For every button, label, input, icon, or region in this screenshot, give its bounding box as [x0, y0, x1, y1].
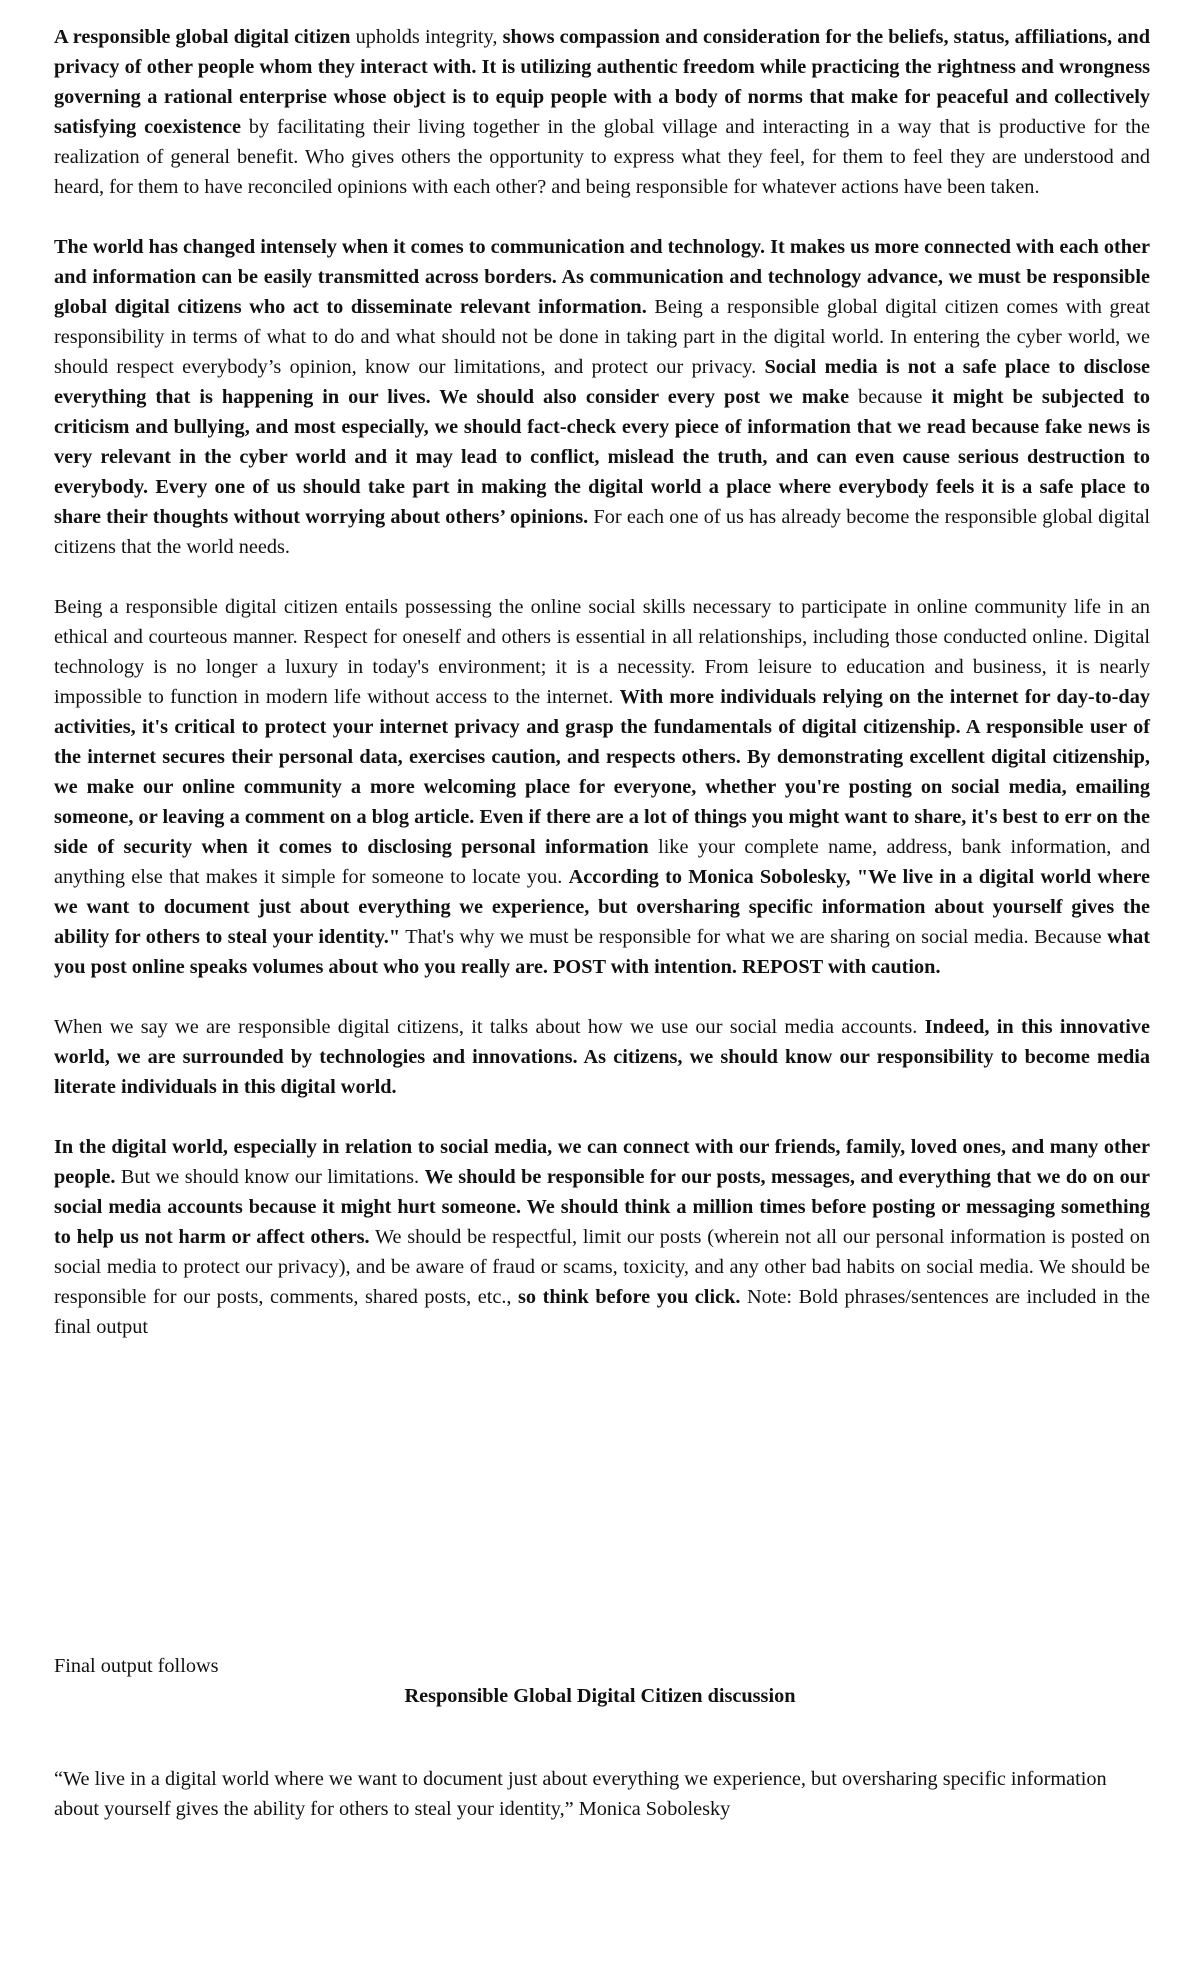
paragraph-3-segment-1: Being a responsible digital citizen entails possessing the online social skills necessary to participate in online community life in an ethical and courteous manner. Respect for oneself and others is essential in all relationships, including those conducted online. Digital technology is no longer a luxury in today's environment; it is a necessity. From leisure to education and business, it is nearly impossible to function in modern life without access to the internet. — [54, 596, 1150, 708]
paragraph-1-segment-4: by facilitating their living together in the global village and interacting in a way that is productive for the realization of general benefit. Who gives others the opportunity to express what they feel, for them to feel they are understood and heard, for them to have reconciled opinions with each other? and being responsible for whatever actions have been taken. — [54, 116, 1150, 198]
paragraph-2-segment-5: it might be subjected to criticism and bullying, and most especially, we should fact-check every piece of information that we read because fake news is very relevant in the cyber world and it may lead to conflict, mislead the truth, and can even cause serious destruction to everybody. Every one of us should take part in making the digital world a place where everybody feels it is a safe place to share their thoughts without worrying about others’ opinions. — [54, 386, 1150, 528]
final-quote: “We live in a digital world where we want to document just about everything we experience, but oversharing specific information about yourself gives the ability for others to steal your identity,” Monica Sobolesky — [54, 1768, 1107, 1820]
paragraph-2-segment-3: Social media is not a safe place to disclose everything that is happening in our lives. We should also consider every post we make — [54, 356, 1150, 408]
paragraph-5 — [54, 1132, 1150, 1342]
paragraph-3-segment-6: what you post online speaks volumes about who you really are. POST with intention. REPOST with caution. — [54, 926, 1150, 978]
paragraph-4-segment-1: When we say we are responsible digital citizens, it talks about how we use our social media accounts. — [54, 1016, 925, 1038]
final-output-label: Final output follows — [54, 1655, 219, 1677]
document-body — [54, 22, 1150, 1372]
paragraph-1 — [54, 22, 1150, 202]
paragraph-1-segment-1: A responsible global digital citizen — [54, 26, 351, 48]
paragraph-5-segment-4: We should be respectful, limit our posts (wherein not all our personal information is posted on social media to protect our privacy), and be aware of fraud or scams, toxicity, and any other bad habits on social media. We should be responsible for our posts, comments, shared posts, etc., — [54, 1226, 1150, 1308]
paragraph-5-segment-5: so think before you click. — [518, 1286, 741, 1308]
paragraph-2-segment-6: For each one of us has already become the responsible global digital citizens that the world needs. — [54, 506, 1150, 558]
final-output-title: Responsible Global Digital Citizen discussion — [404, 1685, 796, 1707]
paragraph-3 — [54, 592, 1150, 982]
paragraph-5-segment-1: In the digital world, especially in relation to social media, we can connect with our friends, family, loved ones, and many other people. — [54, 1136, 1150, 1188]
paragraph-1-segment-2: upholds integrity, — [350, 26, 503, 48]
paragraph-4-segment-2: Indeed, in this innovative world, we are surrounded by technologies and innovations. As citizens, we should know our responsibility to become media literate individuals in this digital world. — [54, 1016, 1151, 1098]
paragraph-3-segment-4: According to Monica Sobolesky, "We live in a digital world where we want to document just about everything we experience, but oversharing specific information about yourself gives the ability for others to steal your identity." — [54, 866, 1150, 948]
paragraph-3-segment-3: like your complete name, address, bank information, and anything else that makes it simple for someone to locate you. — [54, 836, 1150, 888]
paragraph-5-segment-6: Note: Bold phrases/sentences are included in the final output — [54, 1286, 1150, 1338]
paragraph-3-segment-2: With more individuals relying on the internet for day-to-day activities, it's critical to protect your internet privacy and grasp the fundamentals of digital citizenship. A responsible user of the internet secures their personal data, exercises caution, and respects others. By demonstrating excellent digital citizenship, we make our online community a more welcoming place for everyone, whether you're posting on social media, emailing someone, or leaving a comment on a blog article. Even if there are a lot of things you might want to share, it's best to err on the side of security when it comes to disclosing personal information — [54, 686, 1150, 858]
paragraph-3-segment-5: That's why we must be responsible for what we are sharing on social media. Because — [400, 926, 1108, 948]
paragraph-2-segment-4: because — [849, 386, 932, 408]
paragraph-2 — [54, 232, 1150, 562]
paragraph-4 — [54, 1012, 1150, 1102]
paragraph-2-segment-1: The world has changed intensely when it comes to communication and technology. It makes us more connected with each other and information can be easily transmitted across borders. As communication and technology advance, we must be responsible global digital citizens who act to disseminate relevant information. — [54, 236, 1150, 318]
paragraph-2-segment-2: Being a responsible global digital citizen comes with great responsibility in terms of what to do and what should not be done in taking part in the digital world. In entering the cyber world, we should respect everybody’s opinion, know our limitations, and protect our privacy. — [54, 296, 1150, 378]
paragraph-5-segment-3: We should be responsible for our posts, messages, and everything that we do on our social media accounts because it might hurt someone. We should think a million times before posting or messaging something to help us not harm or affect others. — [54, 1166, 1150, 1248]
paragraph-5-segment-2: But we should know our limitations. — [115, 1166, 425, 1188]
paragraph-1-segment-3: shows compassion and consideration for the beliefs, status, affiliations, and privacy of other people whom they interact with. It is utilizing authentic freedom while practicing the rightness and wrongness governing a rational enterprise whose object is to equip people with a body of norms that make for peaceful and collectively satisfying coexistence — [54, 26, 1150, 138]
